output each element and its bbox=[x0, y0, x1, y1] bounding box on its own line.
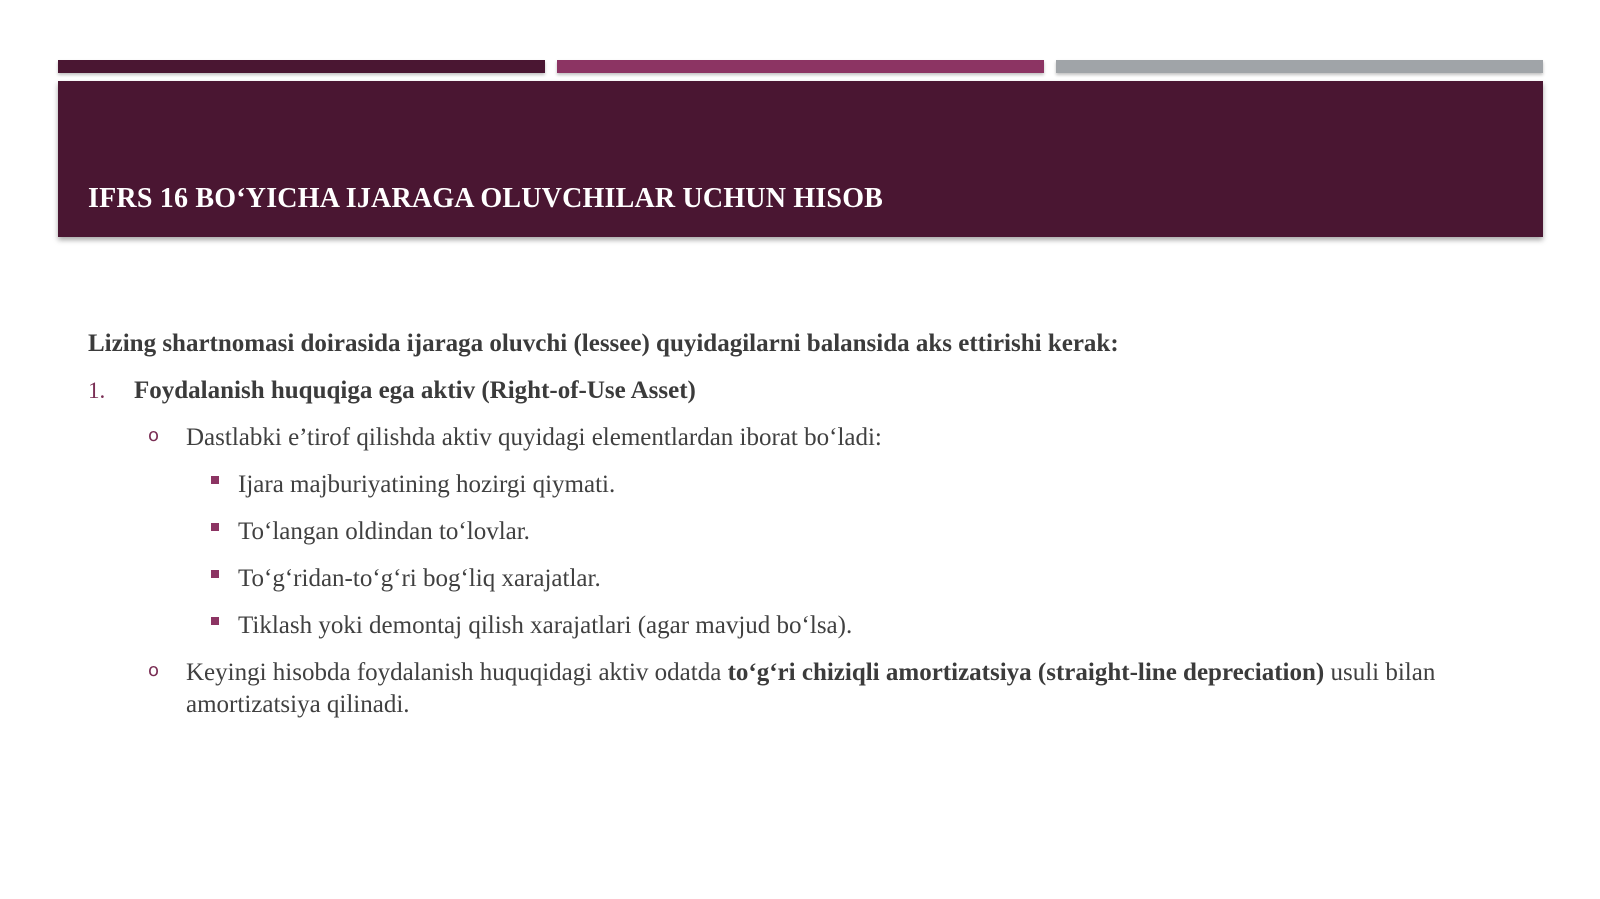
sub-item-1 bbox=[88, 422, 1488, 454]
accent-bar-dark bbox=[58, 60, 545, 73]
number-marker: 1. bbox=[88, 378, 106, 403]
square-bullet-icon bbox=[211, 570, 219, 578]
square-bullet-icon bbox=[211, 523, 219, 531]
accent-bar-gray bbox=[1056, 60, 1543, 73]
numbered-item-1 bbox=[88, 375, 1488, 407]
bullet-item bbox=[88, 516, 1488, 548]
sub-item-2 bbox=[88, 657, 1488, 721]
bullet-text: To‘langan oldindan to‘lovlar. bbox=[238, 518, 530, 545]
square-bullet-icon bbox=[211, 476, 219, 484]
accent-bar-magenta bbox=[557, 60, 1044, 73]
slide-title: IFRS 16 BO‘YICHA IJARAGA OLUVCHILAR UCHUN HISOB bbox=[88, 183, 884, 214]
sub-item-text-bold: to‘g‘ri chiziqli amortizatsiya (straight-line depreciation) bbox=[727, 659, 1325, 686]
sub-item-text-after: usuli bilan amortizatsiya qilinadi. bbox=[186, 659, 1436, 718]
bullet-text: Ijara majburiyatining hozirgi qiymati. bbox=[238, 471, 616, 498]
slide-content bbox=[88, 328, 1488, 736]
sub-item-text: Dastlabki e’tirof qilishda aktiv quyidagi elementlardan iborat bo‘ladi: bbox=[186, 424, 882, 451]
intro-text: Lizing shartnomasi doirasida ijaraga oluvchi (lessee) quyidagilarni balansida aks ettirishi kerak: bbox=[88, 330, 1119, 357]
square-bullet-icon bbox=[211, 617, 219, 625]
title-band bbox=[58, 81, 1543, 237]
bullet-text: Tiklash yoki demontaj qilish xarajatlari (agar mavjud bo‘lsa). bbox=[238, 612, 853, 639]
bullet-item bbox=[88, 563, 1488, 595]
circle-bullet-icon: o bbox=[148, 425, 160, 446]
bullet-item bbox=[88, 469, 1488, 501]
bullet-text: To‘g‘ridan-to‘g‘ri bog‘liq xarajatlar. bbox=[238, 565, 601, 592]
bullet-item bbox=[88, 610, 1488, 642]
circle-bullet-icon: o bbox=[148, 660, 160, 681]
numbered-item-text: Foydalanish huquqiga ega aktiv (Right-of-Use Asset) bbox=[134, 377, 696, 404]
sub-item-text-before: Keyingi hisobda foydalanish huquqidagi aktiv odatda bbox=[186, 659, 728, 686]
